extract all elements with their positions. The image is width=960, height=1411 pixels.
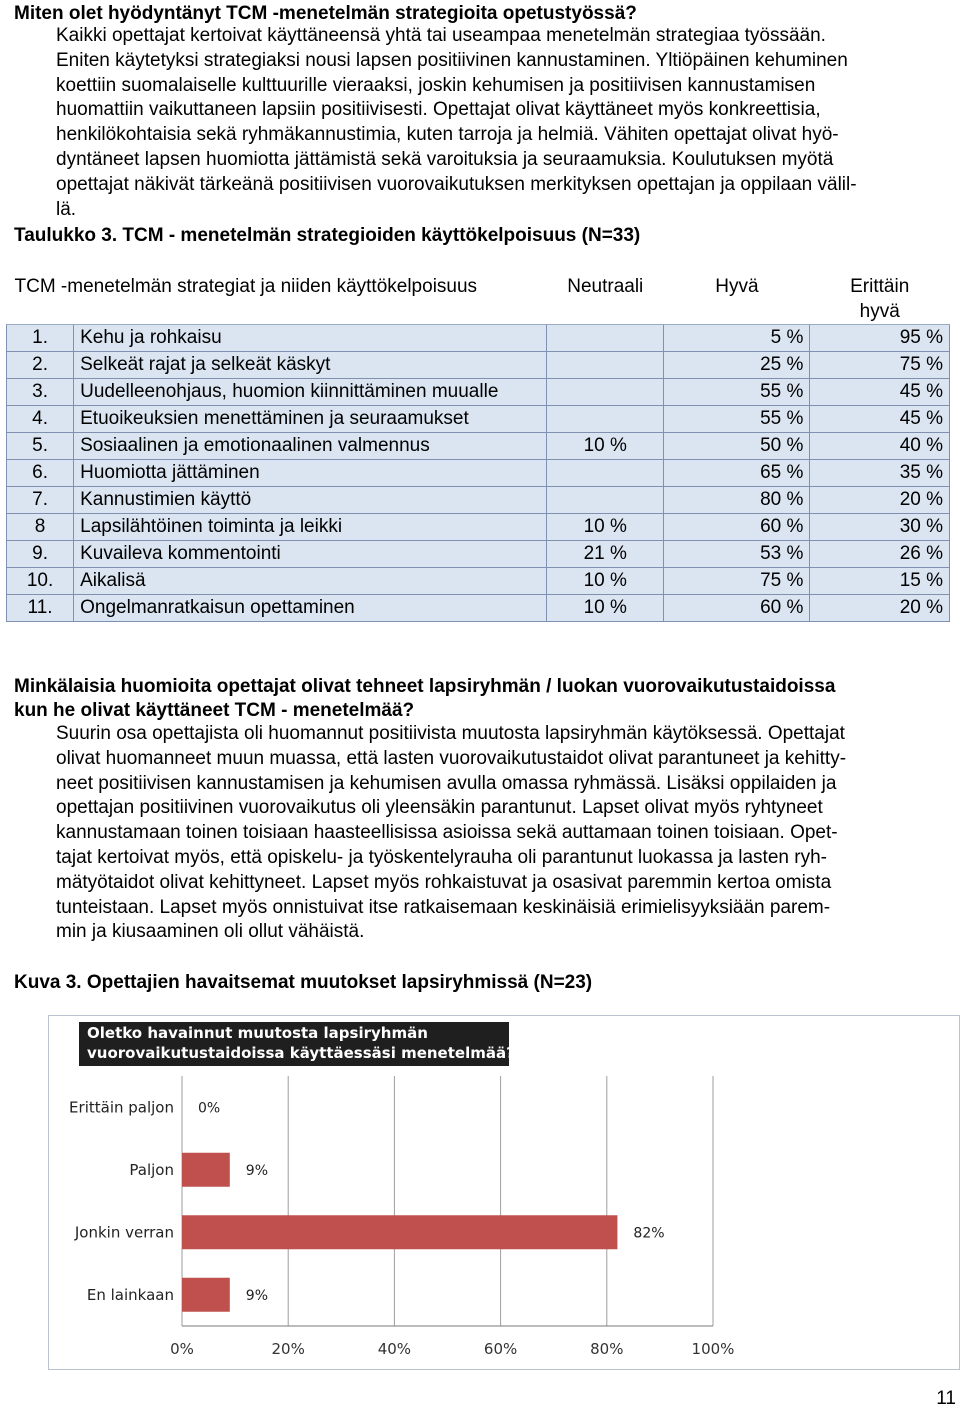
row-number: 9.: [7, 541, 74, 568]
cell-neutraali: [547, 487, 664, 514]
row-label: Kannustimien käyttö: [74, 487, 547, 514]
chart-svg: [49, 1016, 959, 1369]
row-label: Huomiotta jättäminen: [74, 460, 547, 487]
text-line: opettajat näkivät tärkeänä positiivisen vuorovaikutuksen merkityksen opettajan ja oppilaan välil-: [56, 173, 857, 195]
cell-hyva: 50 %: [664, 433, 810, 460]
header-neutraali: Neutraali: [547, 270, 664, 325]
text-line: opettajan positiivinen vuorovaikutus oli yleensäkin parantunut. Lapset olivat myös ryhtyneet: [56, 797, 823, 819]
x-tick-label: 0%: [170, 1340, 194, 1358]
cell-hyva: 65 %: [664, 460, 810, 487]
text-line: Kaikki opettajat kertoivat käyttäneensä yhtä tai useampaa menetelmän strategiaa työssään.: [56, 25, 826, 46]
section-heading-2-line2: kun he olivat käyttäneet TCM - menetelmää?: [14, 700, 415, 721]
text-line: Eniten käytetyksi strategiaksi nousi lapsen positiivinen kannustaminen. Yltiöpäinen kehuminen: [56, 49, 848, 71]
bar: [182, 1278, 230, 1312]
header-strategies: TCM -menetelmän strategiat ja niiden käyttökelpoisuus: [7, 270, 547, 325]
row-number: 10.: [7, 568, 74, 595]
cell-neutraali: [547, 460, 664, 487]
x-tick-label: 100%: [691, 1340, 735, 1358]
chart-title-line: vuorovaikutustaidoissa käyttäessäsi menetelmää?: [87, 1044, 515, 1062]
category-label: En lainkaan: [86, 1285, 174, 1304]
text-line: huomattiin vaikuttaneen lapsiin positiivisesti. Opettajat olivat käyttäneet myös konkreettisia,: [56, 99, 821, 121]
strategy-table: [6, 270, 950, 622]
bar-value-label: 82%: [633, 1225, 665, 1242]
bar: [182, 1153, 230, 1187]
cell-neutraali: 10 %: [547, 568, 664, 595]
cell-erittain-hyva: 20 %: [810, 487, 950, 514]
text-line: tajat kertoivat myös, että opiskelu- ja työskentelyrauha oli parantunut luokassa ja lasten ryh-: [56, 846, 827, 868]
row-number: 1.: [7, 325, 74, 352]
header-hyva: Hyvä: [664, 270, 810, 325]
text-line: neet positiivisen kannustamisen ja kehumisen avulla omassa ryhmässä. Lisäksi oppilaiden ja: [56, 772, 837, 794]
bar: [182, 1215, 617, 1249]
table-row: [7, 325, 950, 352]
cell-hyva: 55 %: [664, 406, 810, 433]
section-heading-1: Miten olet hyödyntänyt TCM -menetelmän strategioita opetustyössä?: [14, 3, 637, 24]
cell-hyva: 25 %: [664, 352, 810, 379]
cell-erittain-hyva: 45 %: [810, 379, 950, 406]
chart-title-line: Oletko havainnut muutosta lapsiryhmän: [87, 1024, 428, 1042]
cell-erittain-hyva: 35 %: [810, 460, 950, 487]
table-row: [7, 352, 950, 379]
x-tick-label: 20%: [271, 1340, 305, 1358]
category-label: Jonkin verran: [74, 1223, 174, 1242]
cell-erittain-hyva: 15 %: [810, 568, 950, 595]
table-row: [7, 541, 950, 568]
text-line: tunteistaan. Lapset myös onnistuivat itse ratkaisemaan keskinäisiä erimielisyyksiään parem-: [56, 896, 831, 918]
text-line: Suurin osa opettajista oli huomannut positiivista muutosta lapsiryhmän käytöksessä. Opettajat: [56, 723, 845, 744]
row-number: 11.: [7, 595, 74, 622]
cell-hyva: 53 %: [664, 541, 810, 568]
text-line: henkilökohtaisia sekä ryhmäkannustimia, kuten tarroja ja helmiä. Vähiten opettajat olivat hyö-: [56, 124, 839, 146]
row-number: 5.: [7, 433, 74, 460]
row-label: Sosiaalinen ja emotionaalinen valmennus: [74, 433, 547, 460]
header-erittain-line1: Erittäin: [850, 276, 910, 297]
text-line: lä.: [56, 198, 77, 220]
cell-hyva: 75 %: [664, 568, 810, 595]
table-row: [7, 460, 950, 487]
paragraph-1: [56, 24, 958, 222]
bar-value-label: 0%: [198, 1100, 221, 1117]
cell-neutraali: 10 %: [547, 433, 664, 460]
bar-value-label: 9%: [245, 1287, 269, 1304]
header-erittain-hyva: [810, 270, 950, 325]
cell-erittain-hyva: 30 %: [810, 514, 950, 541]
cell-neutraali: 21 %: [547, 541, 664, 568]
row-label: Uudelleenohjaus, huomion kiinnittäminen muualle: [74, 379, 547, 406]
row-label: Aikalisä: [74, 568, 547, 595]
x-tick-label: 40%: [377, 1340, 412, 1358]
category-label: Erittäin paljon: [69, 1098, 174, 1117]
row-label: Selkeät rajat ja selkeät käskyt: [74, 352, 547, 379]
table-row: [7, 568, 950, 595]
cell-hyva: 55 %: [664, 379, 810, 406]
category-label: Paljon: [129, 1160, 174, 1179]
table-row: [7, 433, 950, 460]
x-tick-label: 60%: [483, 1340, 518, 1358]
text-line: koettiin suomalaiselle kulttuurille vieraaksi, joskin kehumisen ja positiivisen kannustamisen: [56, 74, 816, 96]
cell-neutraali: [547, 406, 664, 433]
cell-erittain-hyva: 20 %: [810, 595, 950, 622]
cell-erittain-hyva: 95 %: [810, 325, 950, 352]
table-caption: Taulukko 3. TCM - menetelmän strategioiden käyttökelpoisuus (N=33): [14, 225, 641, 246]
row-number: 2.: [7, 352, 74, 379]
cell-neutraali: [547, 379, 664, 406]
row-number: 8: [7, 514, 74, 541]
row-number: 3.: [7, 379, 74, 406]
row-label: Etuoikeuksien menettäminen ja seuraamukset: [74, 406, 547, 433]
text-line: olivat huomanneet muun muassa, että lasten vuorovaikutustaidot olivat parantuneet ja kehitty-: [56, 747, 847, 769]
row-number: 6.: [7, 460, 74, 487]
text-line: kannustamaan toinen toisiaan haasteellisissa asioissa sekä auttamaan toinen toisiaan. Opet-: [56, 822, 838, 844]
paragraph-2: [56, 722, 958, 945]
text-line: dyntäneet lapsen huomiotta jättämistä sekä varoituksia ja seuraamuksia. Koulutuksen myötä: [56, 148, 834, 170]
table-header-row: [7, 270, 950, 325]
bar-chart: [48, 1015, 960, 1370]
table-row: [7, 487, 950, 514]
cell-neutraali: [547, 325, 664, 352]
cell-erittain-hyva: 26 %: [810, 541, 950, 568]
table-row: [7, 595, 950, 622]
row-label: Lapsilähtöinen toiminta ja leikki: [74, 514, 547, 541]
page-number: 11: [936, 1388, 956, 1409]
section-heading-2-line1: Minkälaisia huomioita opettajat olivat tehneet lapsiryhmän / luokan vuorovaikutustaidoissa: [14, 676, 836, 697]
figure-caption: Kuva 3. Opettajien havaitsemat muutokset lapsiryhmissä (N=23): [14, 972, 593, 993]
cell-erittain-hyva: 75 %: [810, 352, 950, 379]
cell-neutraali: 10 %: [547, 595, 664, 622]
row-label: Kuvaileva kommentointi: [74, 541, 547, 568]
cell-neutraali: [547, 352, 664, 379]
cell-hyva: 60 %: [664, 595, 810, 622]
row-number: 7.: [7, 487, 74, 514]
cell-hyva: 5 %: [664, 325, 810, 352]
text-line: mätyötaidot olivat kehittyneet. Lapset myös rohkaistuvat ja osasivat paremmin kertoa omista: [56, 871, 832, 893]
cell-erittain-hyva: 45 %: [810, 406, 950, 433]
x-tick-label: 80%: [590, 1340, 624, 1358]
cell-erittain-hyva: 40 %: [810, 433, 950, 460]
table-row: [7, 406, 950, 433]
text-line: min ja kiusaaminen oli ollut vähäistä.: [56, 921, 365, 943]
table-row: [7, 379, 950, 406]
cell-hyva: 80 %: [664, 487, 810, 514]
bar-value-label: 9%: [245, 1162, 269, 1179]
table-row: [7, 514, 950, 541]
cell-neutraali: 10 %: [547, 514, 664, 541]
row-number: 4.: [7, 406, 74, 433]
cell-hyva: 60 %: [664, 514, 810, 541]
header-erittain-line2: hyvä: [859, 301, 900, 322]
row-label: Kehu ja rohkaisu: [74, 325, 547, 352]
row-label: Ongelmanratkaisun opettaminen: [74, 595, 547, 622]
